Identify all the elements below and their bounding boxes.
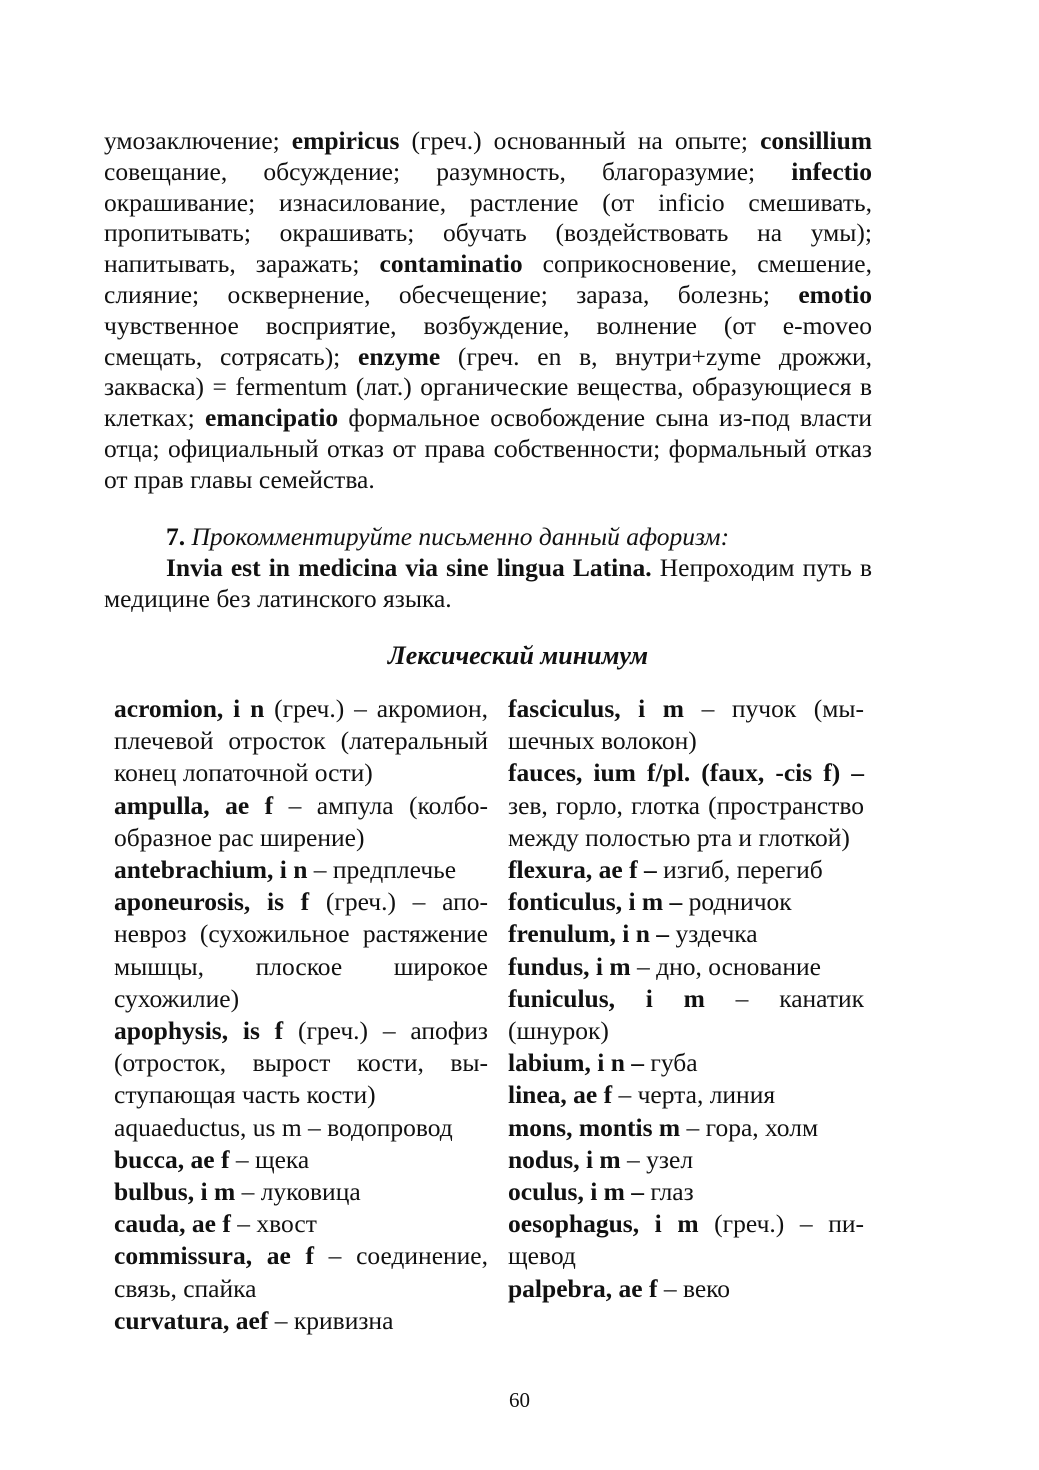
lexicon-entry — [114, 1240, 488, 1304]
lexicon-definition: (греч.) – акромион, плечевой отросток (латеральный конец лопаточной ости) — [114, 694, 489, 788]
lexicon-term: commissura, ae f — [114, 1241, 314, 1271]
lexicon-definition: (греч.) – пищевод — [508, 1209, 864, 1271]
lexicon-term: curvatura, aef — [114, 1305, 269, 1335]
lexicon-definition: – предплечье — [307, 855, 457, 885]
intro-text: чувственное восприятие, возбуждение, волнение (от e-moveo смещать, сотрясать); — [104, 310, 872, 371]
latin-term: infectio — [791, 156, 872, 186]
lexicon-entry — [114, 693, 488, 790]
lexicon-term: fundus, i m — [508, 951, 631, 981]
lexicon-term: fasciculus, i m — [508, 694, 685, 723]
lexicon-entry — [508, 1176, 864, 1208]
lexicon-term: mons, montis m — [508, 1112, 681, 1142]
lexicon-definition: зев, горло, глотка (пространство между полостью рта и глоткой) — [508, 790, 864, 852]
lexicon-definition: изгиб, перегиб — [656, 855, 823, 885]
lexicon-entry — [114, 1176, 488, 1208]
lexicon-term: acromion, i n — [114, 694, 265, 723]
lexicon-entry — [508, 1144, 864, 1176]
lexicon-term: palpebra, ae f — [508, 1273, 658, 1303]
lexicon-definition: губа — [644, 1048, 698, 1078]
lexicon-term: bucca, ae f — [114, 1144, 230, 1174]
lexicon-definition: – соединение, связь, спайка — [114, 1241, 489, 1303]
lexicon-entry — [508, 693, 864, 757]
lexicon-definition: – гора, холм — [680, 1112, 819, 1142]
lexicon-term: oculus, i m – — [508, 1177, 645, 1207]
lexicon-definition: родничок — [682, 887, 792, 917]
lexicon-entry — [508, 983, 864, 1047]
lexicon-definition: уздечка — [669, 919, 758, 949]
aphorism — [104, 553, 872, 615]
section-heading: Лексический минимум — [387, 641, 649, 670]
latin-term: empiricus — [291, 126, 400, 155]
intro-paragraph — [104, 126, 872, 496]
lexicon-column-right — [508, 693, 864, 1305]
latin-term: emancipatio — [205, 403, 339, 433]
lexicon-definition: глаз — [644, 1177, 694, 1207]
lexicon-entry — [114, 1015, 488, 1112]
lexicon-entry — [114, 1208, 488, 1240]
lexicon-term: bulbus, i m — [114, 1177, 236, 1207]
lexicon-entry — [114, 1112, 488, 1144]
intro-text: совещание, обсуждение; разумность, благоразумие; — [104, 156, 792, 186]
task-block — [104, 522, 872, 614]
lexicon-entry — [508, 1112, 864, 1144]
lexicon-entry — [508, 886, 864, 918]
lexicon-term: linea, ae f — [508, 1080, 613, 1110]
intro-text: окрашивание; изнасилование, растление (от inficio смешивать, пропитывать; окрашивать; обучать (воздействовать на умы); напитывать, заражать; — [104, 187, 872, 279]
lexicon-column-left — [114, 693, 488, 1337]
lexicon-entry — [114, 886, 488, 1015]
lexicon-definition: – ампула (колбообразное рас ширение) — [114, 790, 488, 852]
intro-text: умозаключение; — [104, 126, 292, 155]
lexicon-entry — [114, 854, 488, 886]
latin-term: contaminatio — [379, 249, 523, 279]
lexicon-definition: (греч.) – апоневроз (сухожильное растяжение мышцы, плоское широкое сухожилие) — [114, 887, 488, 1013]
intro-text: (греч. en в, внутри+zyme дрожжи, закваска) = fermentum (лат.) органические вещества, образующиеся в клетках; — [104, 341, 872, 433]
lexicon-definition: – веко — [657, 1273, 731, 1303]
lexicon-term: nodus, i m — [508, 1144, 621, 1174]
lexicon-term: labium, i n – — [508, 1048, 645, 1078]
lexicon-definition: – черта, линия — [612, 1080, 776, 1110]
lexicon-term: apophysis, is f — [114, 1016, 284, 1046]
lexicon-entry — [508, 951, 864, 983]
lexicon-definition: (греч.) – апофиз (отросток, вырост кости, выступающая часть кости) — [114, 1016, 488, 1110]
lexicon-term: aponeurosis, is f — [114, 887, 310, 917]
lexicon-entry — [508, 757, 864, 854]
lexicon-entry — [508, 1208, 864, 1272]
latin-term: emotio — [798, 279, 872, 309]
lexicon-entry — [508, 918, 864, 950]
latin-term: enzyme — [358, 341, 441, 371]
lexicon-term: frenulum, i n – — [508, 919, 670, 949]
lexicon-definition: – дно, основание — [630, 951, 821, 981]
lexicon-entry — [114, 790, 488, 854]
lexicon-definition: – луковица — [235, 1177, 361, 1207]
lexicon-definition: – канатик (шнурок) — [508, 983, 864, 1046]
lexicon-entry — [508, 854, 864, 886]
lexicon-definition: – щека — [229, 1144, 310, 1174]
lexicon-term: ampulla, ae f — [114, 790, 274, 820]
lexicon-term: cauda, ae f — [114, 1209, 231, 1239]
lexicon-term: fonticulus, i m – — [508, 887, 683, 917]
intro-text: формальное освобождение сына из-под власти отца; официальный отказ от права собственности; формальный отказ от прав главы семейства. — [104, 403, 873, 494]
aphorism-translation: Непроходим путь в медицине без латинского языка. — [104, 552, 872, 613]
latin-term: consillium — [760, 126, 872, 155]
task-number: 7. — [166, 522, 186, 551]
lexicon-definition: – кривизна — [268, 1305, 394, 1335]
lexicon-entry — [508, 1047, 864, 1079]
lexicon-term: oesophagus, i m — [508, 1209, 699, 1239]
lexicon-entry — [114, 1305, 488, 1337]
task-instruction-line — [104, 522, 872, 553]
lexicon-term: flexura, ae f – — [508, 855, 657, 885]
intro-text: соприкосновение, смешение, слияние; осквернение, обесчещение; зараза, болезнь; — [104, 249, 872, 309]
lexicon-definition: aquaeductus, us m – водопровод — [114, 1112, 453, 1142]
lexicon-term: fauces, ium f/pl. (faux, -cis f) – — [508, 758, 864, 788]
intro-text: (греч.) основанный на опыте; — [399, 126, 761, 155]
lexicon-definition: – хвост — [230, 1209, 317, 1239]
lexicon-entry — [508, 1079, 864, 1111]
lexicon-term: funiculus, i m — [508, 983, 705, 1013]
lexicon-entry — [508, 1273, 864, 1305]
task-instruction: Прокомментируйте письменно данный афоризм: — [191, 522, 730, 551]
lexicon-definition: – узел — [620, 1144, 694, 1174]
page-number: 60 — [509, 1388, 530, 1412]
lexicon-term: antebrachium, i n — [114, 855, 308, 885]
lexicon-definition: – пучок (мышечных волокон) — [508, 694, 864, 756]
lexicon-entry — [114, 1144, 488, 1176]
aphorism-latin: Invia est in medicina via sine lingua Latina. — [166, 552, 652, 582]
